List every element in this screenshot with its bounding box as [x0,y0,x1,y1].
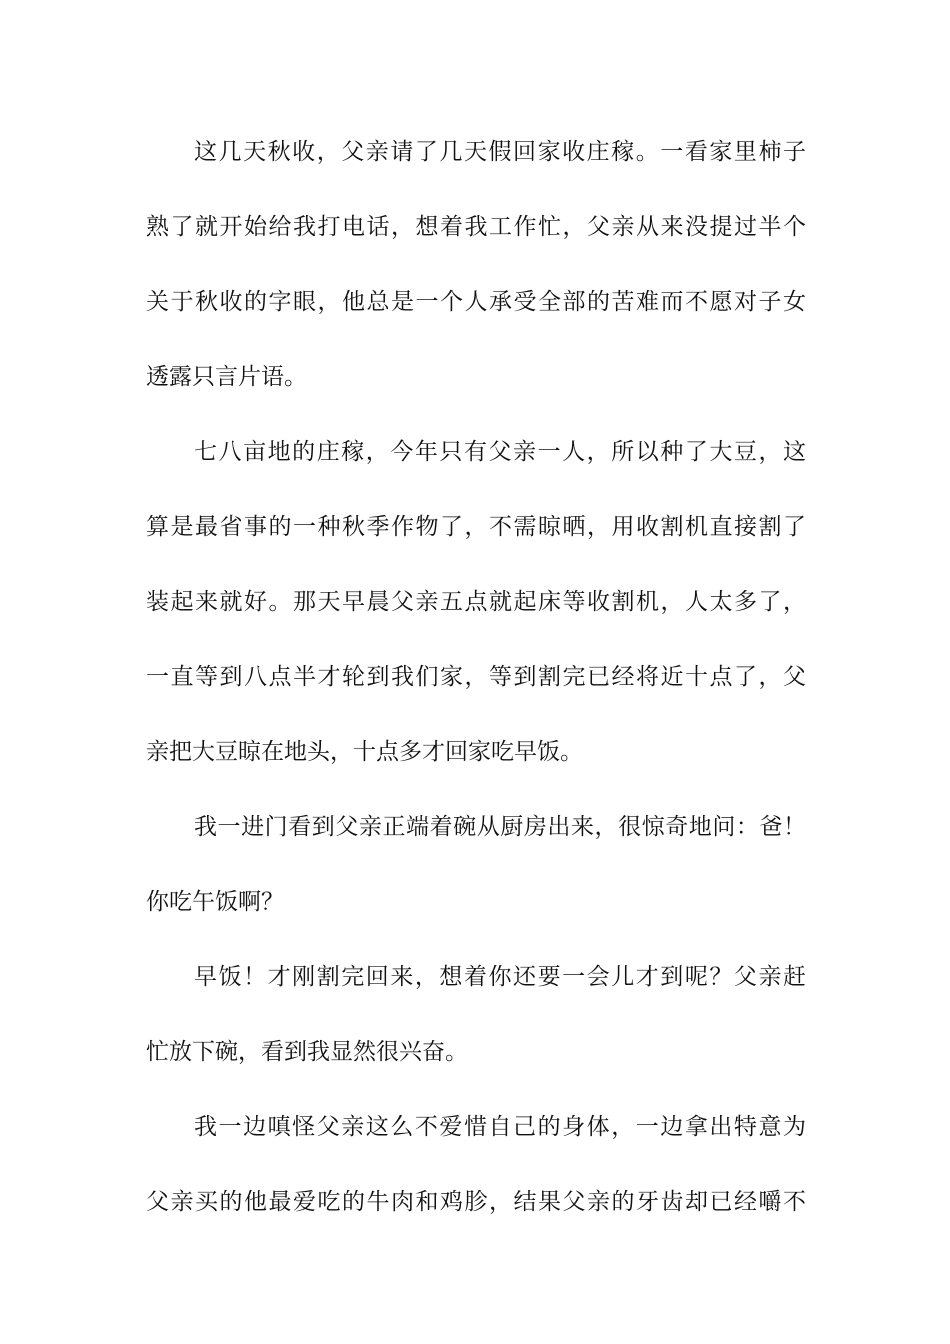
paragraph-4-line-2: 忙放下碗，看到我显然很兴奋。 [146,1039,468,1065]
paragraph-3-line-1: 我一进门看到父亲正端着碗从厨房出来，很惊奇地问：爸！ [194,814,806,840]
paragraph-2-line-5: 亲把大豆晾在地头，十点多才回家吃早饭。 [146,739,583,765]
paragraph-2-line-3: 装起来就好。那天早晨父亲五点就起床等收割机，人太多了， [146,589,806,615]
paragraph-2-line-1: 七八亩地的庄稼，今年只有父亲一人，所以种了大豆，这 [194,439,806,465]
paragraph-2-line-4: 一直等到八点半才轮到我们家，等到割完已经将近十点了，父 [146,664,806,690]
paragraph-1-line-4: 透露只言片语。 [146,364,307,390]
paragraph-4-line-1: 早饭！才刚割完回来，想着你还要一会儿才到呢？父亲赶 [194,964,806,990]
paragraph-1-line-3: 关于秋收的字眼，他总是一个人承受全部的苦难而不愿对子女 [146,289,806,315]
paragraph-5-line-1: 我一边嗔怪父亲这么不爱惜自己的身体，一边拿出特意为 [194,1114,806,1140]
paragraph-5-line-2: 父亲买的他最爱吃的牛肉和鸡胗，结果父亲的牙齿却已经嚼不 [146,1189,806,1215]
paragraph-2-line-2: 算是最省事的一种秋季作物了，不需晾晒，用收割机直接割了 [146,514,806,540]
paragraph-1-line-2: 熟了就开始给我打电话，想着我工作忙，父亲从来没提过半个 [146,214,806,240]
paragraph-3-line-2: 你吃午饭啊？ [146,889,284,915]
paragraph-1-line-1: 这几天秋收，父亲请了几天假回家收庄稼。一看家里柿子 [194,139,806,165]
